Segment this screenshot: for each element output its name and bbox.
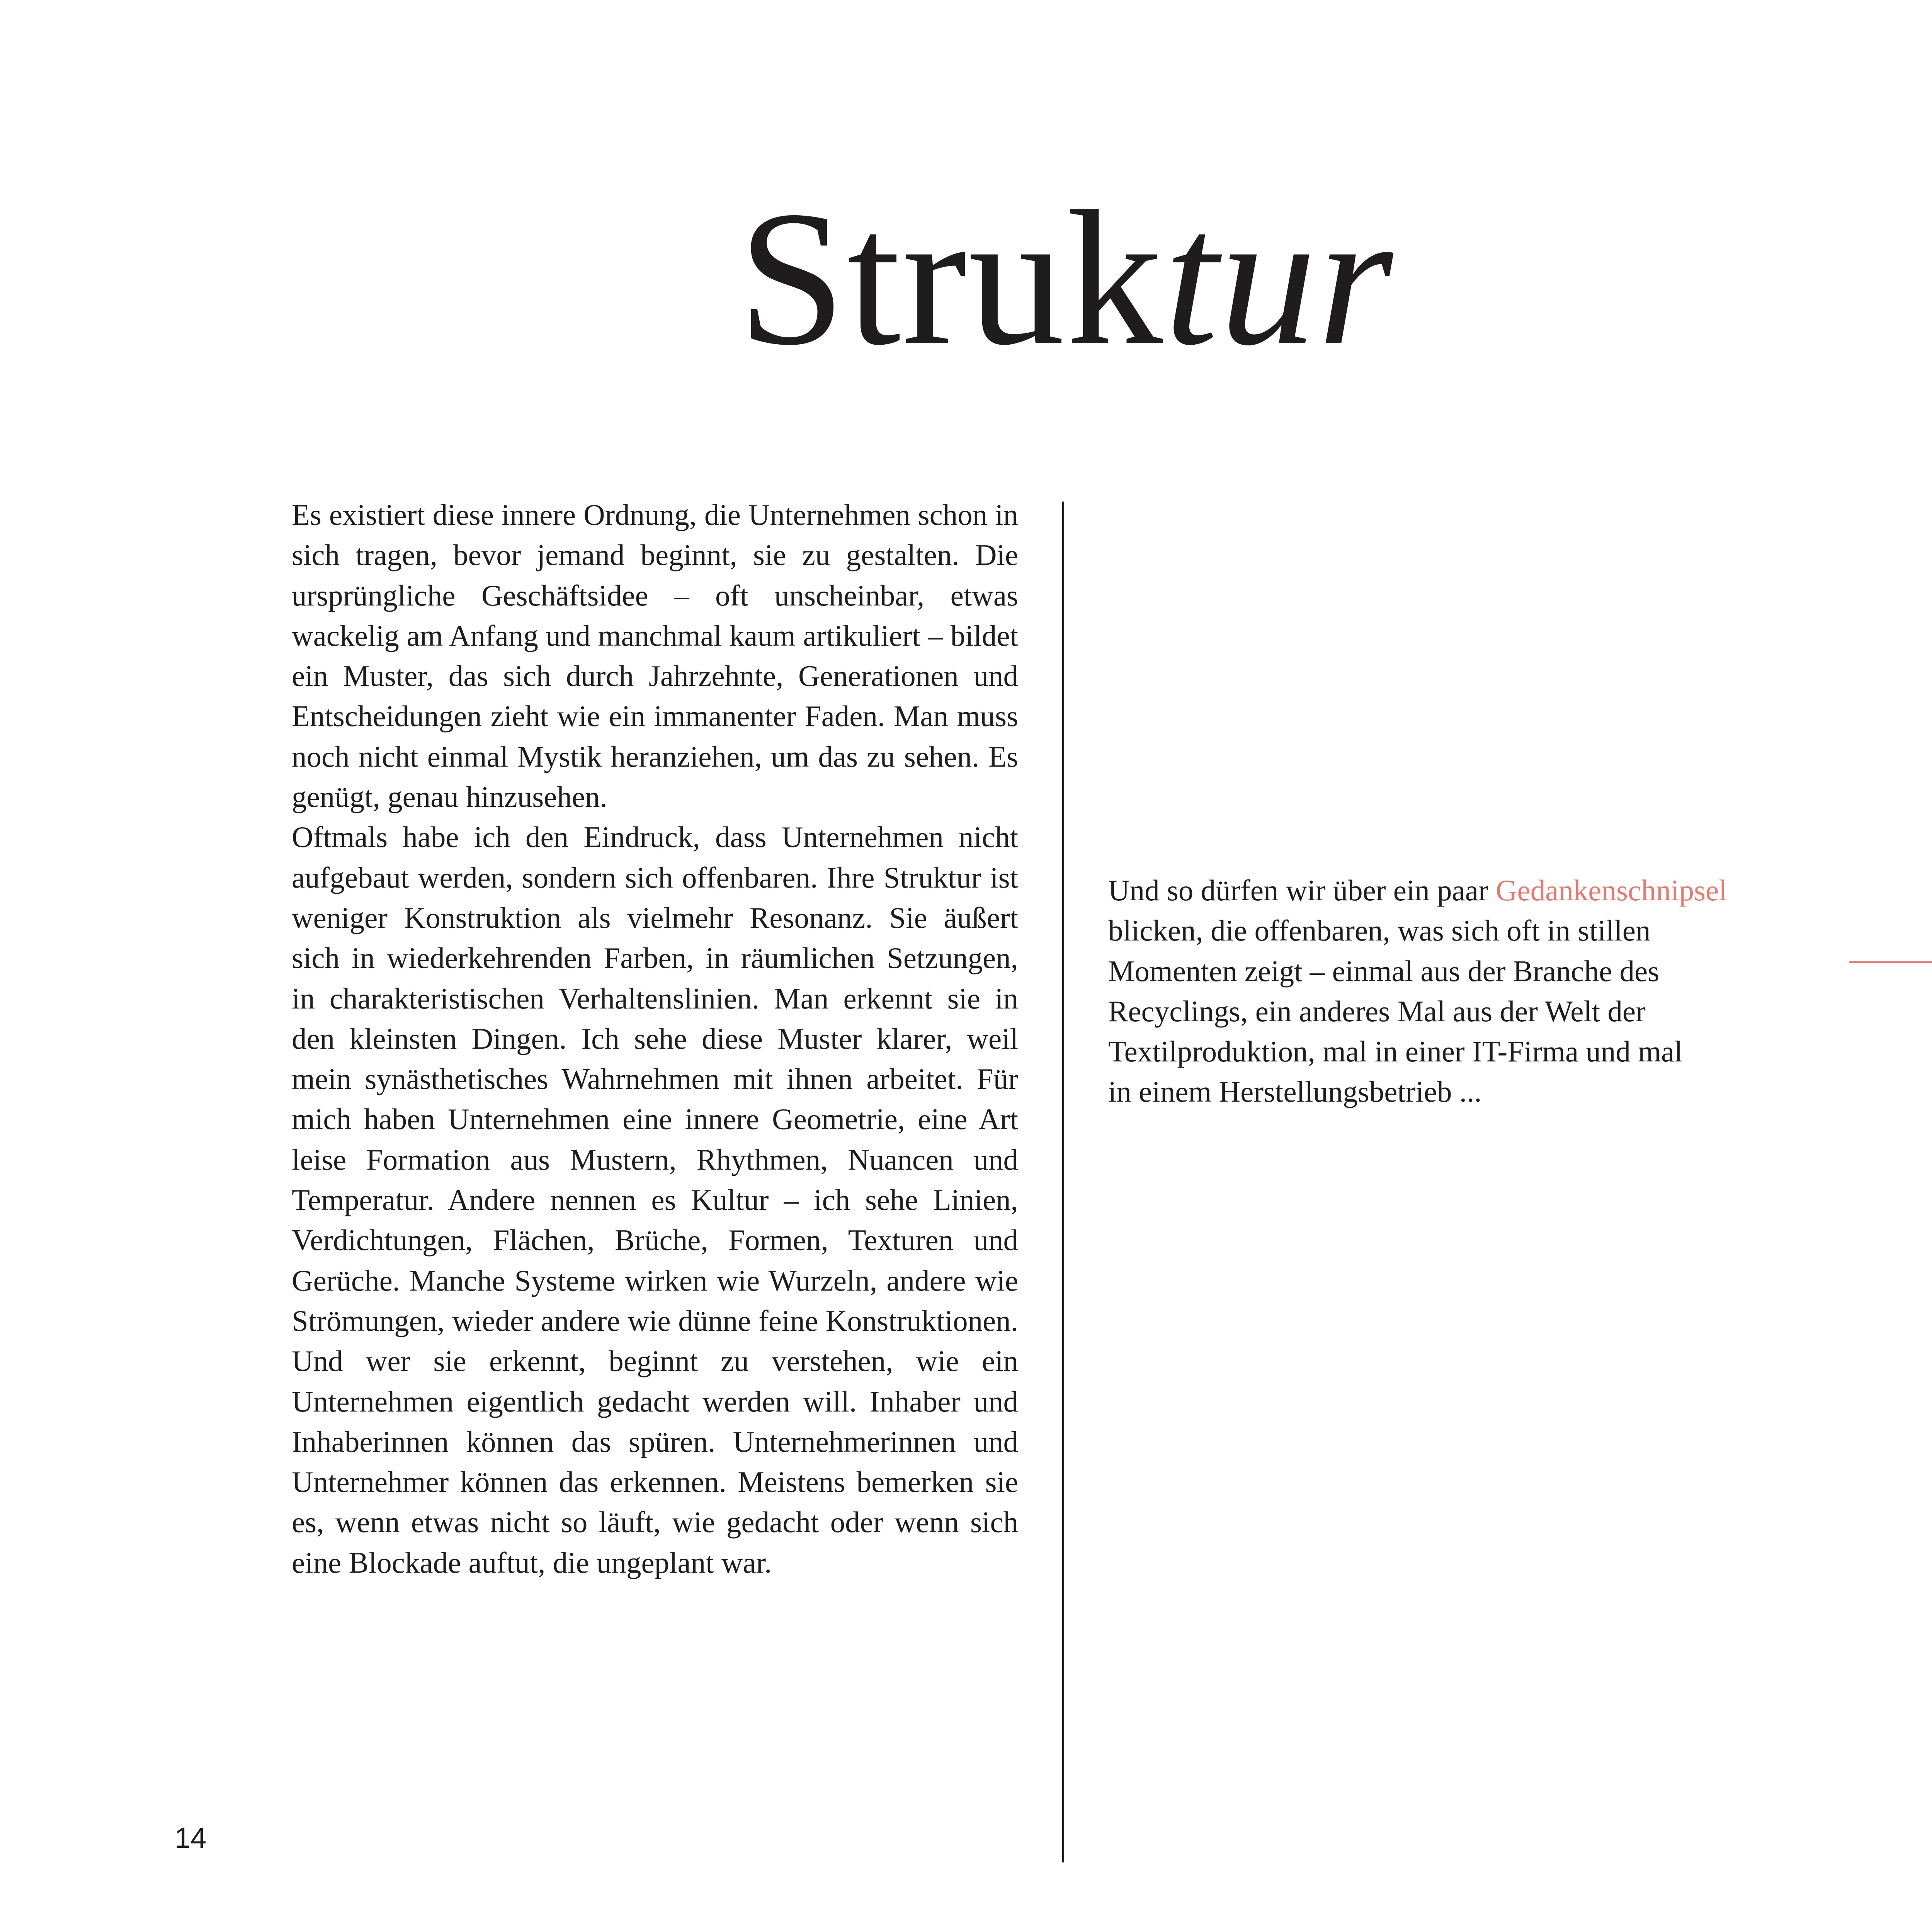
page-title [738, 171, 1395, 385]
sidebar-line-6: in einem Herstellungsbetrieb ... [1108, 1075, 1482, 1109]
page-number: 14 [175, 1822, 207, 1854]
body-paragraph-1: Es existiert diese innere Ordnung, die Unternehmen schon in sich tragen, bevor jemand beginnt, sie zu gestalten. Die ursprüngliche Geschäftsidee – oft unscheinbar, etwas wackelig am Anfang und manchmal kaum artikuliert – bildet ein Muster, das sich durch Jahrzehnte, Generationen und Entscheidungen zieht wie ein immanenter Faden. Man muss noch nicht einmal Mystik heranziehen, um das zu sehen. Es genügt, genau hinzusehen. [292, 498, 1018, 814]
sidebar-highlight: Gedankenschnipsel [1495, 874, 1727, 907]
sidebar-lead: Und so dürfen wir über ein paar [1108, 874, 1496, 907]
column-divider [1062, 502, 1064, 1862]
main-body-text [292, 495, 1018, 1583]
sidebar-line-3: Momenten zeigt – einmal aus der Branche des [1108, 954, 1660, 988]
body-paragraph-2: Oftmals habe ich den Eindruck, dass Unternehmen nicht aufgebaut werden, sondern sich offenbaren. Ihre Struktur ist weniger Konstruktion als vielmehr Resonanz. Sie äußert sich in wiederkehrenden Farben, in räumlichen Setzungen, in charakteristischen Verhaltenslinien. Man erkennt sie in den kleinsten Dingen. Ich sehe diese Muster klarer, weil mein synästhetisches Wahrnehmen mit ihnen arbeitet. Für mich haben Unternehmen eine innere Geometrie, eine Art leise Formation aus Mustern, Rhythmen, Nuancen und Temperatur. Andere nennen es Kultur – ich sehe Linien, Verdichtungen, Flächen, Brüche, Formen, Texturen und Gerüche. Manche Systeme wirken wie Wurzeln, andere wie Strömungen, wieder andere wie dünne feine Konstruktionen. Und wer sie erkennt, beginnt zu verstehen, wie ein Unternehmen eigentlich gedacht werden will. Inhaber und Inhaberinnen können das spüren. Unternehmerinnen und Unternehmer können das erkennen. Meistens bemerken sie es, wenn etwas nicht so läuft, wie gedacht oder wenn sich eine Blockade auftut, die ungeplant war. [292, 820, 1018, 1579]
sidebar-line-5: Textilproduktion, mal in einer IT-Firma und mal [1108, 1035, 1683, 1068]
sidebar-text [1108, 870, 1842, 1112]
accent-rule [1849, 961, 1932, 963]
title-italic-part: tur [1164, 171, 1395, 385]
sidebar-line-4: Recyclings, ein anderes Mal aus der Welt der [1108, 994, 1646, 1028]
sidebar-line-2: blicken, die offenbaren, was sich oft in stillen [1108, 914, 1651, 947]
title-upright-part: Struk [738, 171, 1165, 385]
